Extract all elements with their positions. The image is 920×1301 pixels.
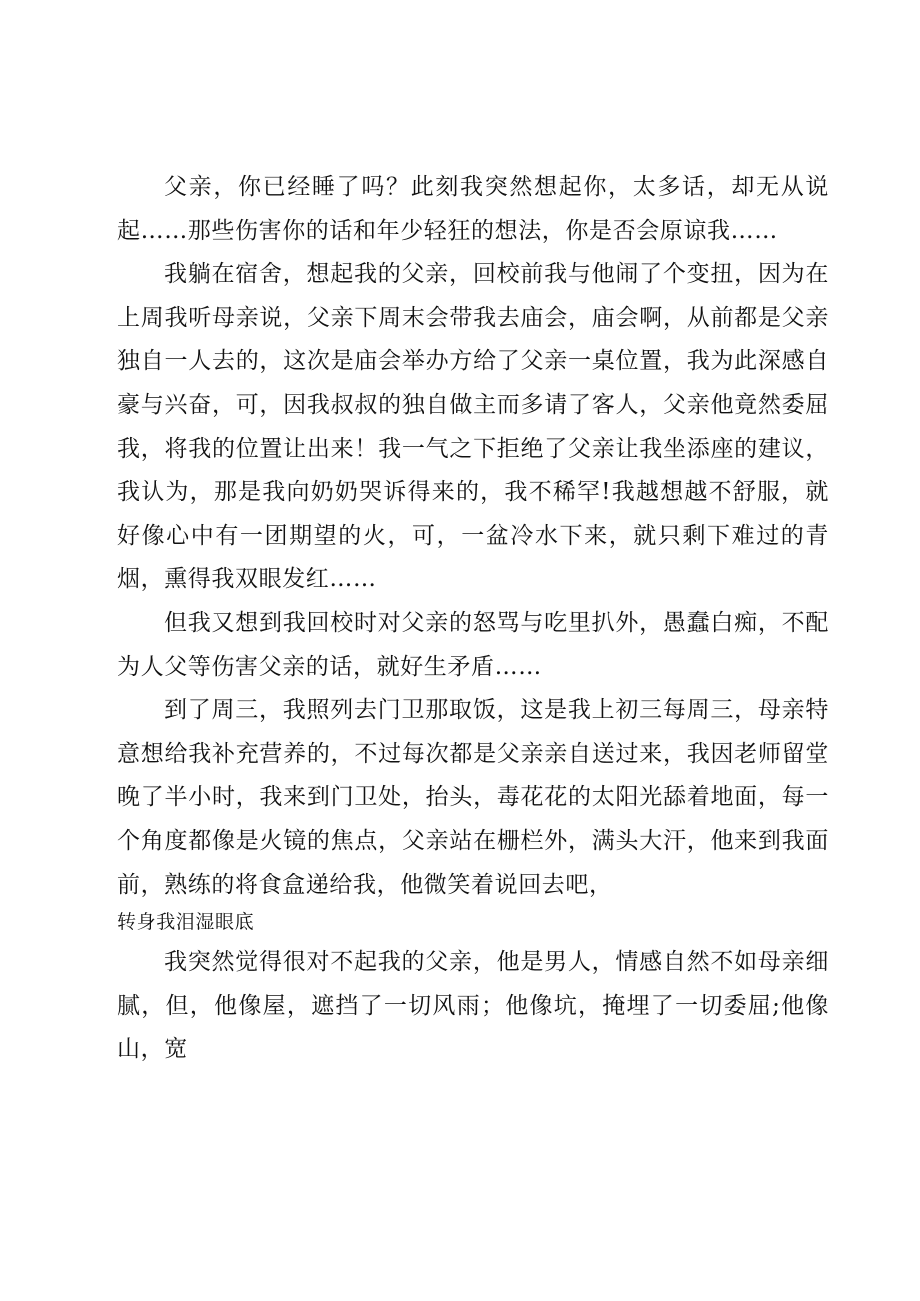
paragraph-2: 我躺在宿舍，想起我的父亲，回校前我与他闹了个变扭，因为在上周我听母亲说，父亲下周末会带我去庙会，庙会啊，从前都是父亲独自一人去的，这次是庙会举办方给了父亲一桌位置，我为此深感自豪与兴奋，可，因我叔叔的独自做主而多请了客人，父亲他竟然委屈我，将我的位置让出来！我一气之下拒绝了父亲让我坐添座的建议，我认为，那是我向奶奶哭诉得来的，我不稀罕!我越想越不舒服，就好像心中有一团期望的火，可，一盆冷水下来，就只剩下难过的青烟，熏得我双眼发红…… — [117, 261, 829, 593]
paragraph-6: 我突然觉得很对不起我的父亲，他是男人，情感自然不如母亲细腻，但，他像屋，遮挡了一切风雨；他像坑，掩埋了一切委屈;他像山，宽 — [117, 949, 829, 1063]
paragraph-3: 但我又想到我回校时对父亲的怒骂与吃里扒外，愚蠢白痴，不配为人父等伤害父亲的话，就好生矛盾…… — [117, 609, 829, 680]
paragraph-5: 转身我泪湿眼底 — [117, 911, 255, 934]
paragraph-4: 到了周三，我照列去门卫那取饭，这是我上初三每周三，母亲特意想给我补充营养的，不过每次都是父亲亲自送过来，我因老师留堂晚了半小时，我来到门卫处，抬头，毒花花的太阳光舔着地面，每一个角度都像是火镜的焦点，父亲站在栅栏外，满头大汗，他来到我面前，熟练的将食盒递给我，他微笑着说回去吧， — [117, 697, 829, 898]
document-body — [117, 166, 829, 1072]
paragraph-1: 父亲，你已经睡了吗？此刻我突然想起你，太多话，却无从说起……那些伤害你的话和年少轻狂的想法，你是否会原谅我…… — [117, 174, 829, 244]
